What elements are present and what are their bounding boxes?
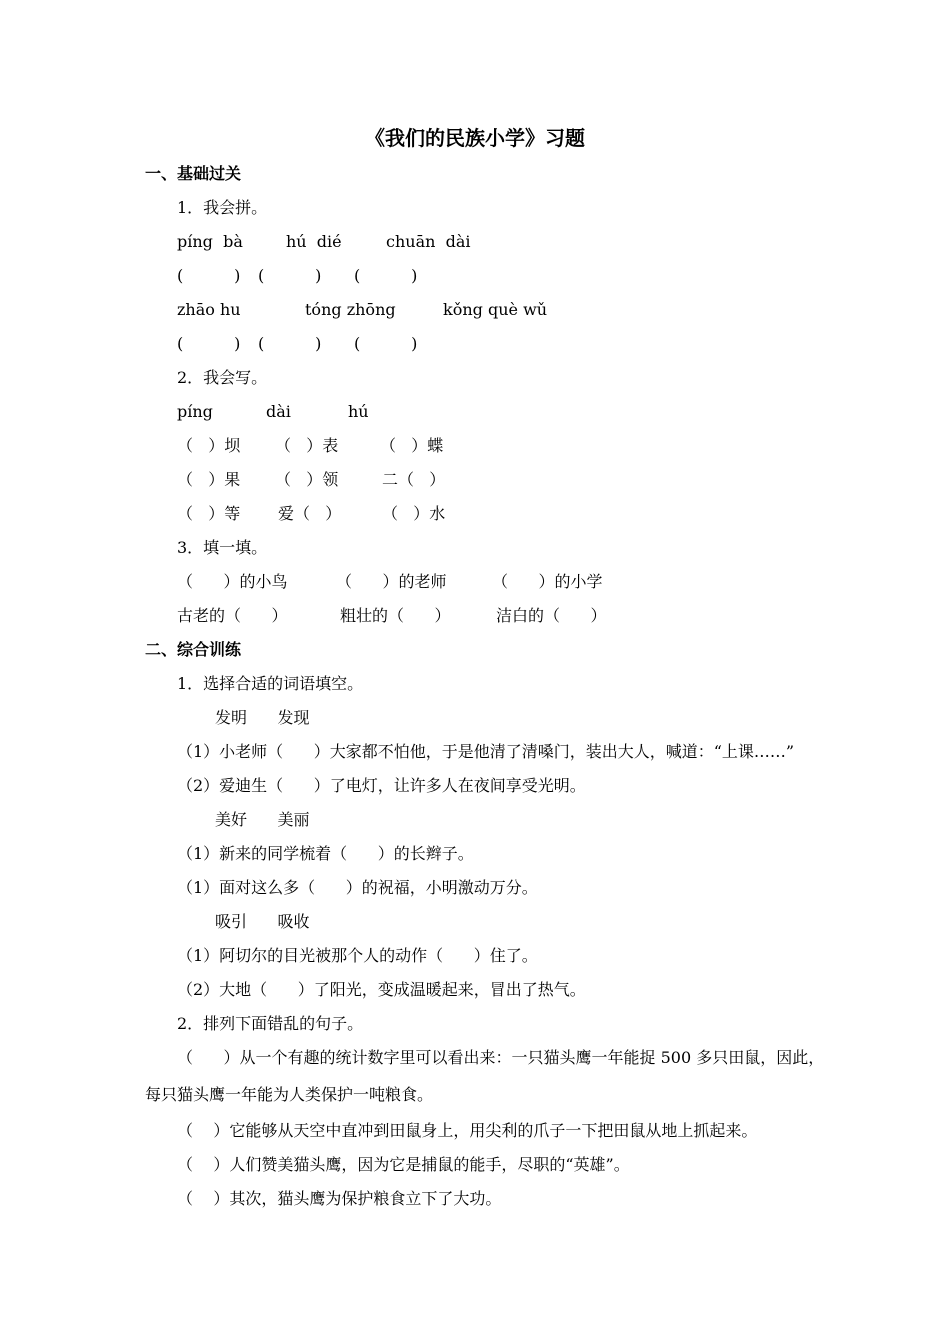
ordering-sentence: （ ）它能够从天空中直冲到田鼠身上，用尖利的爪子一下把田鼠从地上抓起来。 (177, 1121, 758, 1140)
write-item: （ ）水 (382, 504, 446, 523)
answer-bracket: ( ) (258, 334, 322, 353)
fill-item: 古老的（ ） (177, 606, 288, 625)
pinyin-item: píng (177, 402, 213, 421)
pinyin-item: chuān dài (386, 232, 471, 251)
question-label: 1．选择合适的词语填空。 (177, 674, 364, 693)
fill-item: （ ）的小学 (492, 572, 603, 591)
question-label: 2．我会写。 (177, 368, 268, 387)
fill-sentence: （1）面对这么多（ ）的祝福，小明激动万分。 (177, 878, 538, 897)
write-item: 二（ ） (382, 470, 446, 489)
write-item: （ ）蝶 (380, 436, 444, 455)
pinyin-item: píng bà (177, 232, 243, 251)
pinyin-item: hú dié (286, 232, 342, 251)
pinyin-item: zhāo hu (177, 300, 241, 319)
question-label: 2．排列下面错乱的句子。 (177, 1014, 364, 1033)
fill-item: 粗壮的（ ） (340, 606, 451, 625)
page-title: 《我们的民族小学》习题 (365, 126, 585, 150)
answer-bracket: ( ) (354, 334, 418, 353)
write-item: （ ）领 (275, 470, 339, 489)
fill-sentence: （1）新来的同学梳着（ ）的长辫子。 (177, 844, 474, 863)
fill-item: （ ）的老师 (336, 572, 447, 591)
write-item: （ ）表 (275, 436, 339, 455)
write-item: 爱（ ） (278, 504, 342, 523)
section-heading-training: 二、综合训练 (145, 640, 242, 659)
question-label: 3．填一填。 (177, 538, 268, 557)
pinyin-item: dài (266, 402, 291, 421)
fill-sentence: （1）阿切尔的目光被那个人的动作（ ）住了。 (177, 946, 538, 965)
write-item: （ ）等 (177, 504, 241, 523)
fill-sentence: （2）大地（ ）了阳光，变成温暖起来，冒出了热气。 (177, 980, 586, 999)
pinyin-item: kǒng què wǔ (443, 300, 548, 319)
word-choices: 吸引 吸收 (215, 912, 310, 931)
fill-sentence: （1）小老师（ ）大家都不怕他，于是他清了清嗓门，装出大人，喊道：“上课……” (177, 742, 795, 761)
ordering-sentence: （ ）其次，猫头鹰为保护粮食立下了大功。 (177, 1189, 502, 1208)
word-choices: 美好 美丽 (215, 810, 310, 829)
fill-item: 洁白的（ ） (496, 606, 607, 625)
question-label: 1．我会拼。 (177, 198, 268, 217)
ordering-sentence: （ ）人们赞美猫头鹰，因为它是捕鼠的能手，尽职的“英雄”。 (177, 1155, 630, 1174)
pinyin-item: tóng zhōng (305, 300, 396, 319)
ordering-sentence-continued: 每只猫头鹰一年能为人类保护一吨粮食。 (145, 1085, 434, 1104)
answer-bracket: ( ) (258, 266, 322, 285)
answer-bracket: ( ) (177, 266, 241, 285)
write-item: （ ）果 (177, 470, 241, 489)
section-heading-basics: 一、基础过关 (145, 164, 242, 183)
write-item: （ ）坝 (177, 436, 241, 455)
fill-item: （ ）的小鸟 (177, 572, 288, 591)
answer-bracket: ( ) (354, 266, 418, 285)
fill-sentence: （2）爱迪生（ ）了电灯，让许多人在夜间享受光明。 (177, 776, 586, 795)
ordering-sentence: （ ）从一个有趣的统计数字里可以看出来：一只猫头鹰一年能捉 500 多只田鼠，因此， (177, 1048, 825, 1067)
pinyin-item: hú (348, 402, 369, 421)
word-choices: 发明 发现 (215, 708, 310, 727)
answer-bracket: ( ) (177, 334, 241, 353)
